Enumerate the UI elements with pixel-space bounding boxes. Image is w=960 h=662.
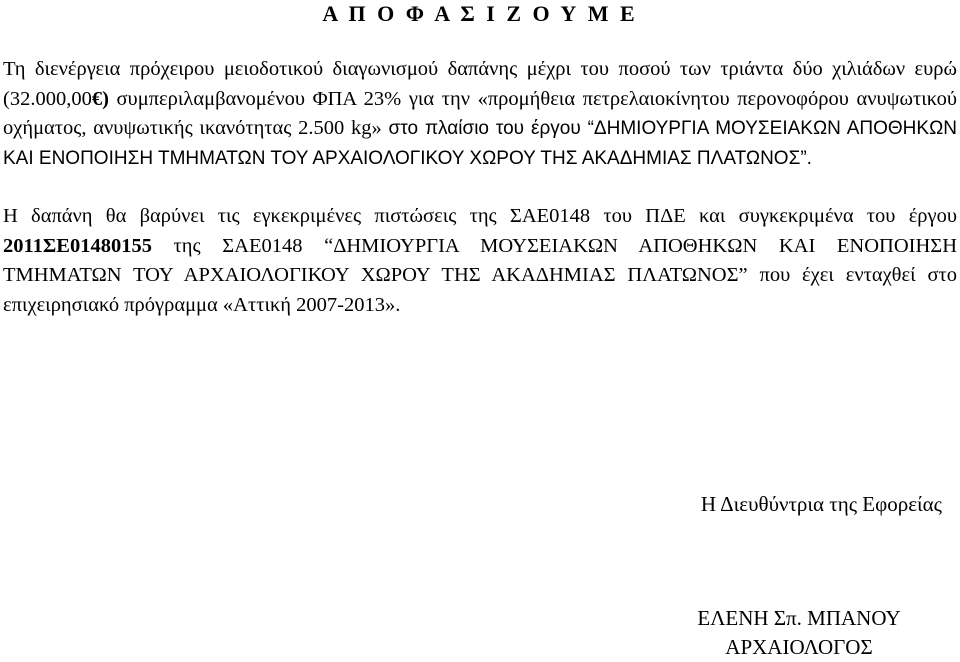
funding-paragraph bbox=[3, 202, 957, 320]
paragraph-text: Τη διενέργεια πρόχειρου μειοδοτικού διαγωνισμού δαπάνης μέχρι του ποσού των τριάντα δύο χιλιάδων ευρώ (32.000,00 bbox=[3, 58, 957, 110]
project-code: 2011ΣΕ01480155 bbox=[3, 234, 152, 257]
paragraph-text: της ΣΑΕ0148 “ΔΗΜΙΟΥΡΓΙΑ ΜΟΥΣΕΙΑΚΩΝ ΑΠΟΘΗΚΩΝ ΚΑΙ ΕΝΟΠΟΙΗΣΗ ΤΜΗΜΑΤΩΝ ΤΟΥ ΑΡΧΑΙΟΛΟΓΙΚΟΥ ΧΩΡΟΥ ΤΗΣ ΑΚΑΔΗΜΙΑΣ ΠΛΑΤΩΝΟΣ” που έχει ενταχθεί στο επιχειρησιακό πρόγραμμα «Αττική 2007-2013». bbox=[3, 234, 957, 316]
decision-paragraph bbox=[3, 55, 957, 173]
paragraph-text-sans: στο πλαίσιο του έργου bbox=[388, 118, 588, 139]
signatory-role: ΑΡΧΑΙΟΛΟΓΟΣ bbox=[725, 635, 873, 659]
paragraph-text: συμπεριλαμβανομένου ΦΠΑ 23% για την «προμήθεια πετρελαιοκίνητου περονοφόρου ανυψωτικού οχήματος, ανυψωτικής ικανότητας 2.500 kg» bbox=[3, 87, 957, 139]
document-heading: Α Π Ο Φ Α Σ Ι Ζ Ο Υ Μ Ε bbox=[322, 1, 638, 26]
signature-block bbox=[682, 604, 916, 662]
paragraph-text: Η δαπάνη θα βαρύνει τις εγκεκριμένες πιστώσεις της ΣΑΕ0148 του ΠΔΕ και συγκεκριμένα του έργου bbox=[3, 205, 957, 227]
signatory-name: ΕΛΕΝΗ Σπ. ΜΠΑΝΟΥ bbox=[697, 606, 901, 630]
signatory-title: Η Διευθύντρια της Εφορείας bbox=[700, 492, 942, 516]
project-title: “ΔΗΜΙΟΥΡΓΙΑ ΜΟΥΣΕΙΑΚΩΝ ΑΠΟΘΗΚΩΝ ΚΑΙ ΕΝΟΠΟΙΗΣΗ ΤΜΗΜΑΤΩΝ ΤΟΥ ΑΡΧΑΙΟΛΟΓΙΚΟΥ ΧΩΡΟΥ ΤΗΣ ΑΚΑΔΗΜΙΑΣ ΠΛΑΤΩΝΟΣ” bbox=[3, 118, 957, 169]
euro-amount-suffix: €) bbox=[91, 87, 109, 110]
paragraph-text-sans: . bbox=[806, 147, 812, 169]
